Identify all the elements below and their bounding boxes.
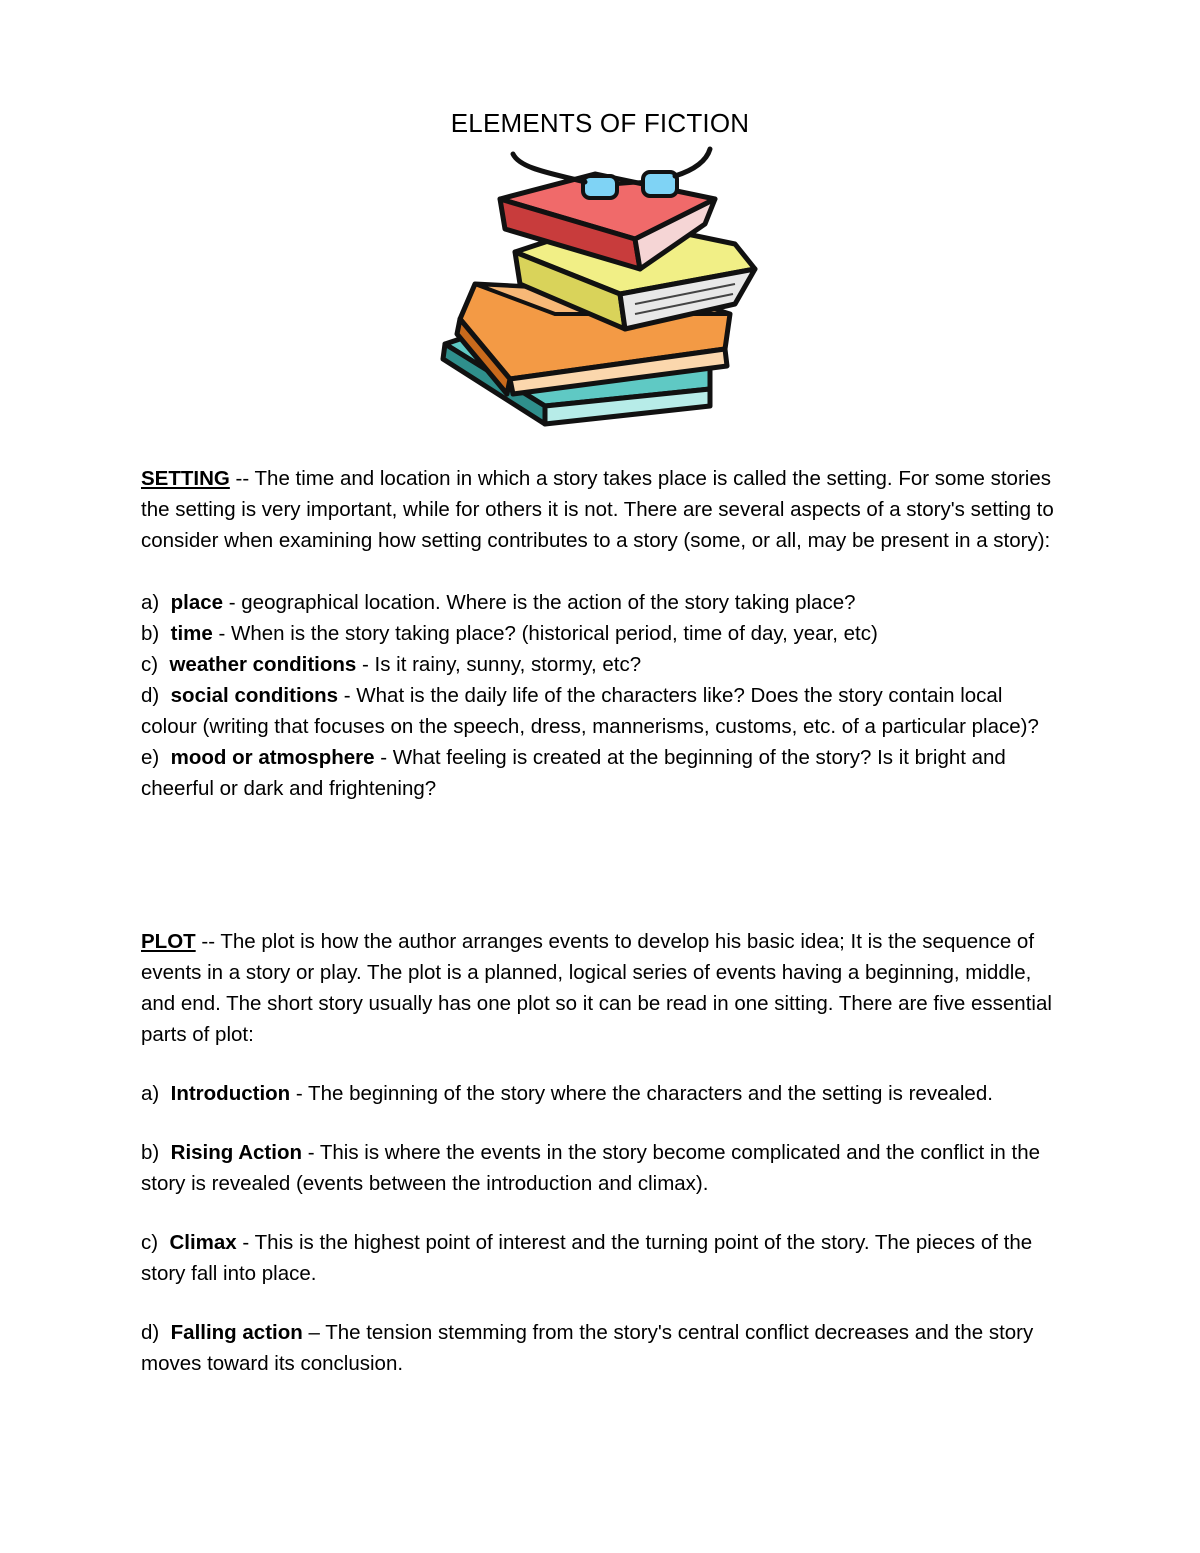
list-item: d) Falling action – The tension stemming from the story's central conflict decreases and the story moves toward its conclusion. <box>141 1321 1034 1375</box>
page-title: ELEMENTS OF FICTION <box>450 108 750 138</box>
setting-heading: SETTING <box>141 467 230 490</box>
setting-intro: SETTING -- The time and location in which a story takes place is called the setting. For some stories the setting is very important, while for others it is not. There are several aspects of a story's setting to consider when examining how setting contributes to a story (some, or all, may be present in a story): <box>141 467 1054 552</box>
setting-section <box>141 463 1061 804</box>
list-item: c) weather conditions - Is it rainy, sunny, stormy, etc? <box>141 653 642 676</box>
plot-section <box>141 926 1061 1379</box>
list-item: d) social conditions - What is the daily life of the characters like? Does the story contain local colour (writing that focuses on the speech, dress, mannerisms, customs, etc. of a particular place)? <box>141 684 1039 738</box>
plot-intro: PLOT -- The plot is how the author arranges events to develop his basic idea; It is the sequence of events in a story or play. The plot is a planned, logical series of events having a beginning, middle, and end. The short story usually has one plot so it can be read in one sitting. There are five essential parts of plot: <box>141 930 1052 1046</box>
list-item: b) Rising Action - This is where the events in the story become complicated and the conflict in the story is revealed (events between the introduction and climax). <box>141 1141 1040 1195</box>
list-item: e) mood or atmosphere - What feeling is created at the beginning of the story? Is it bright and cheerful or dark and frightening? <box>141 746 1006 800</box>
stack-of-books-with-glasses-icon <box>435 144 765 434</box>
list-item: c) Climax - This is the highest point of interest and the turning point of the story. The pieces of the story fall into place. <box>141 1231 1033 1285</box>
list-item: b) time - When is the story taking place? (historical period, time of day, year, etc) <box>141 622 878 645</box>
list-item: a) place - geographical location. Where is the action of the story taking place? <box>141 591 856 614</box>
plot-heading: PLOT <box>141 930 196 953</box>
list-item: a) Introduction - The beginning of the story where the characters and the setting is revealed. <box>141 1082 993 1105</box>
